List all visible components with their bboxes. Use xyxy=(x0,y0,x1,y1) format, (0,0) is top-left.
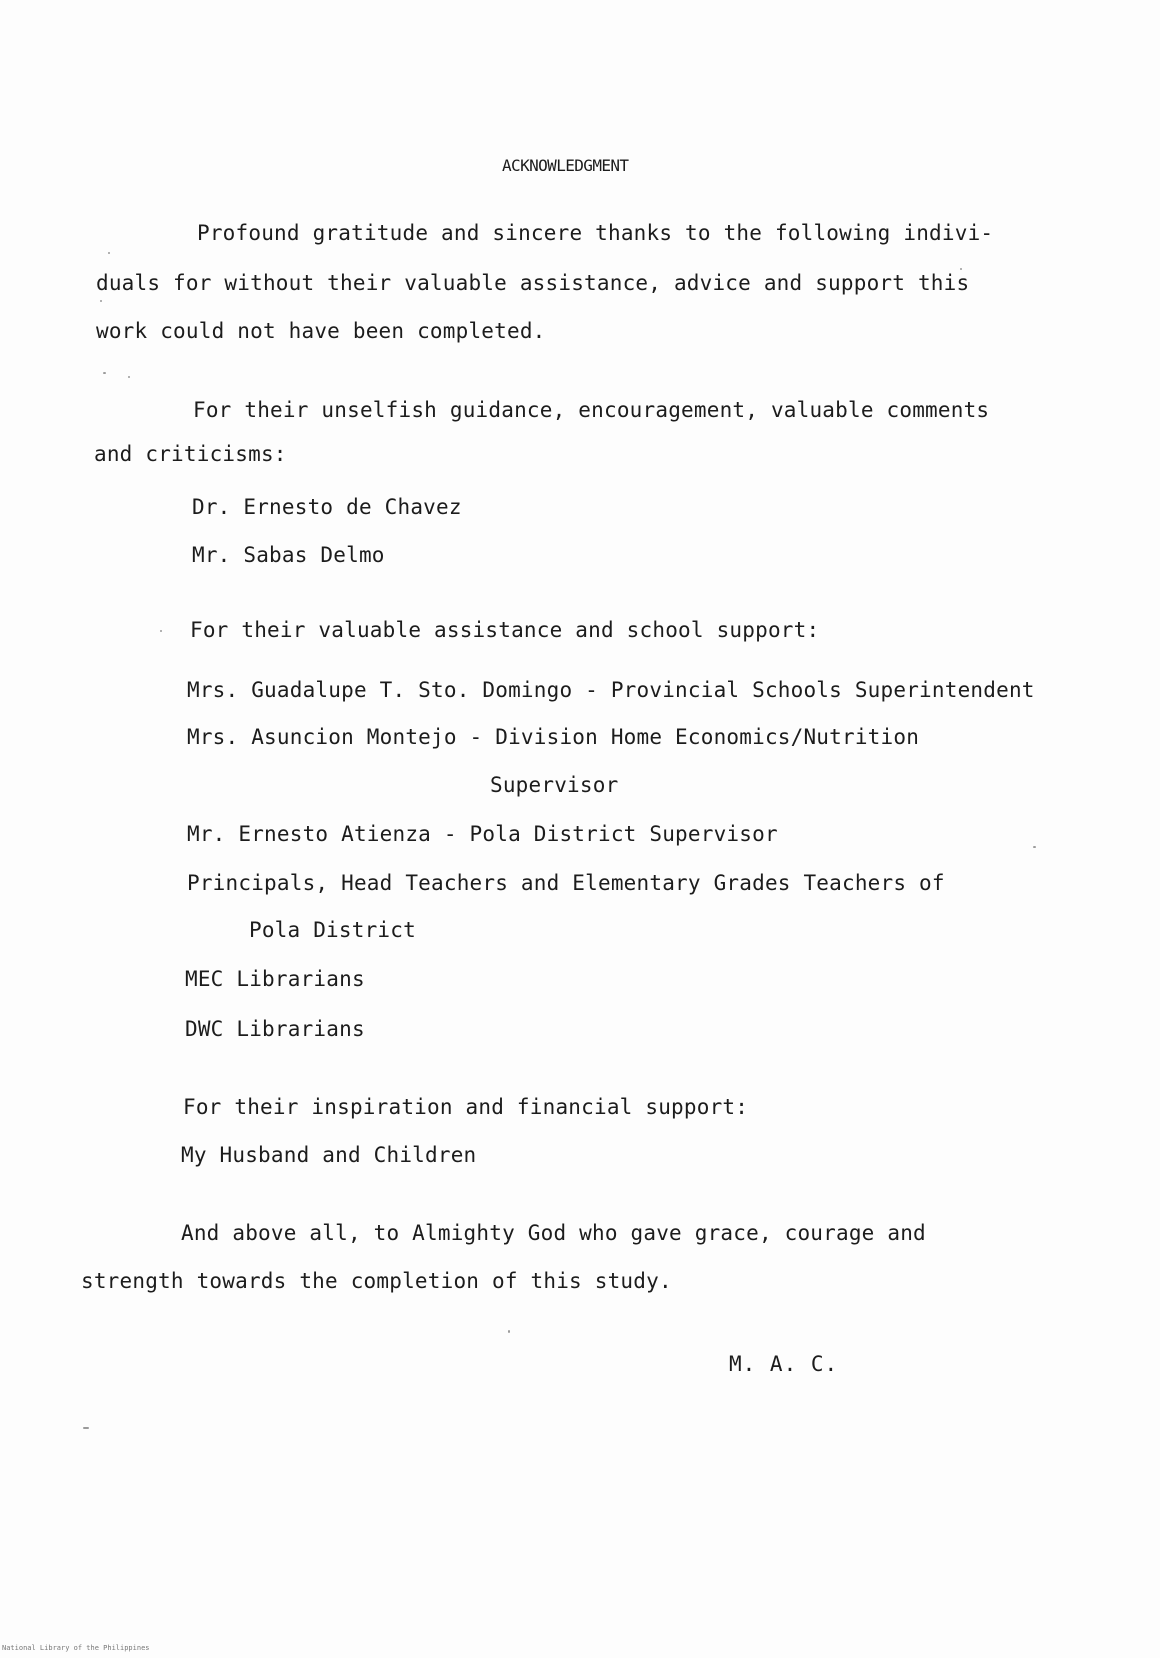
school-support-intro: For their valuable assistance and school support: xyxy=(190,618,820,642)
paragraph-1-line-2: duals for without their valuable assistance, advice and support this xyxy=(96,271,970,295)
scan-speck xyxy=(960,268,962,270)
guidance-name: Dr. Ernesto de Chavez xyxy=(192,495,462,519)
school-support-entry: DWC Librarians xyxy=(185,1017,365,1041)
school-support-entry: Mrs. Guadalupe T. Sto. Domingo - Provincial Schools Superintendent xyxy=(187,678,1035,702)
closing-line-1: And above all, to Almighty God who gave grace, courage and xyxy=(181,1221,926,1245)
school-support-entry: MEC Librarians xyxy=(185,967,365,991)
scan-speck xyxy=(100,300,102,302)
scan-speck xyxy=(160,630,162,632)
financial-support-name: My Husband and Children xyxy=(181,1143,477,1167)
scan-speck xyxy=(508,1330,510,1333)
paragraph-1-line-1: Profound gratitude and sincere thanks to the following indivi- xyxy=(197,221,994,245)
paragraph-1-line-3: work could not have been completed. xyxy=(96,319,546,343)
scan-speck xyxy=(1033,846,1036,848)
guidance-intro-line-2: and criticisms: xyxy=(94,442,287,466)
scan-speck xyxy=(128,376,130,378)
scan-speck xyxy=(83,1427,89,1429)
scan-speck xyxy=(103,372,106,374)
school-support-entry: Mrs. Asuncion Montejo - Division Home Economics/Nutrition xyxy=(187,725,920,749)
school-support-entry: Principals, Head Teachers and Elementary Grades Teachers of xyxy=(187,871,945,895)
guidance-name: Mr. Sabas Delmo xyxy=(192,543,385,567)
financial-support-intro: For their inspiration and financial support: xyxy=(183,1095,749,1119)
school-support-entry-continuation: Supervisor xyxy=(490,773,619,797)
guidance-intro-line-1: For their unselfish guidance, encouragement, valuable comments xyxy=(193,398,990,422)
school-support-entry-continuation: Pola District xyxy=(249,918,416,942)
footer-note: National Library of the Philippines xyxy=(2,1644,150,1652)
page-title: ACKNOWLEDGMENT xyxy=(502,156,629,175)
closing-line-2: strength towards the completion of this study. xyxy=(81,1269,672,1293)
signature-initials: M. A. C. xyxy=(729,1352,839,1376)
school-support-entry: Mr. Ernesto Atienza - Pola District Supervisor xyxy=(187,822,778,846)
scan-speck xyxy=(108,252,110,254)
